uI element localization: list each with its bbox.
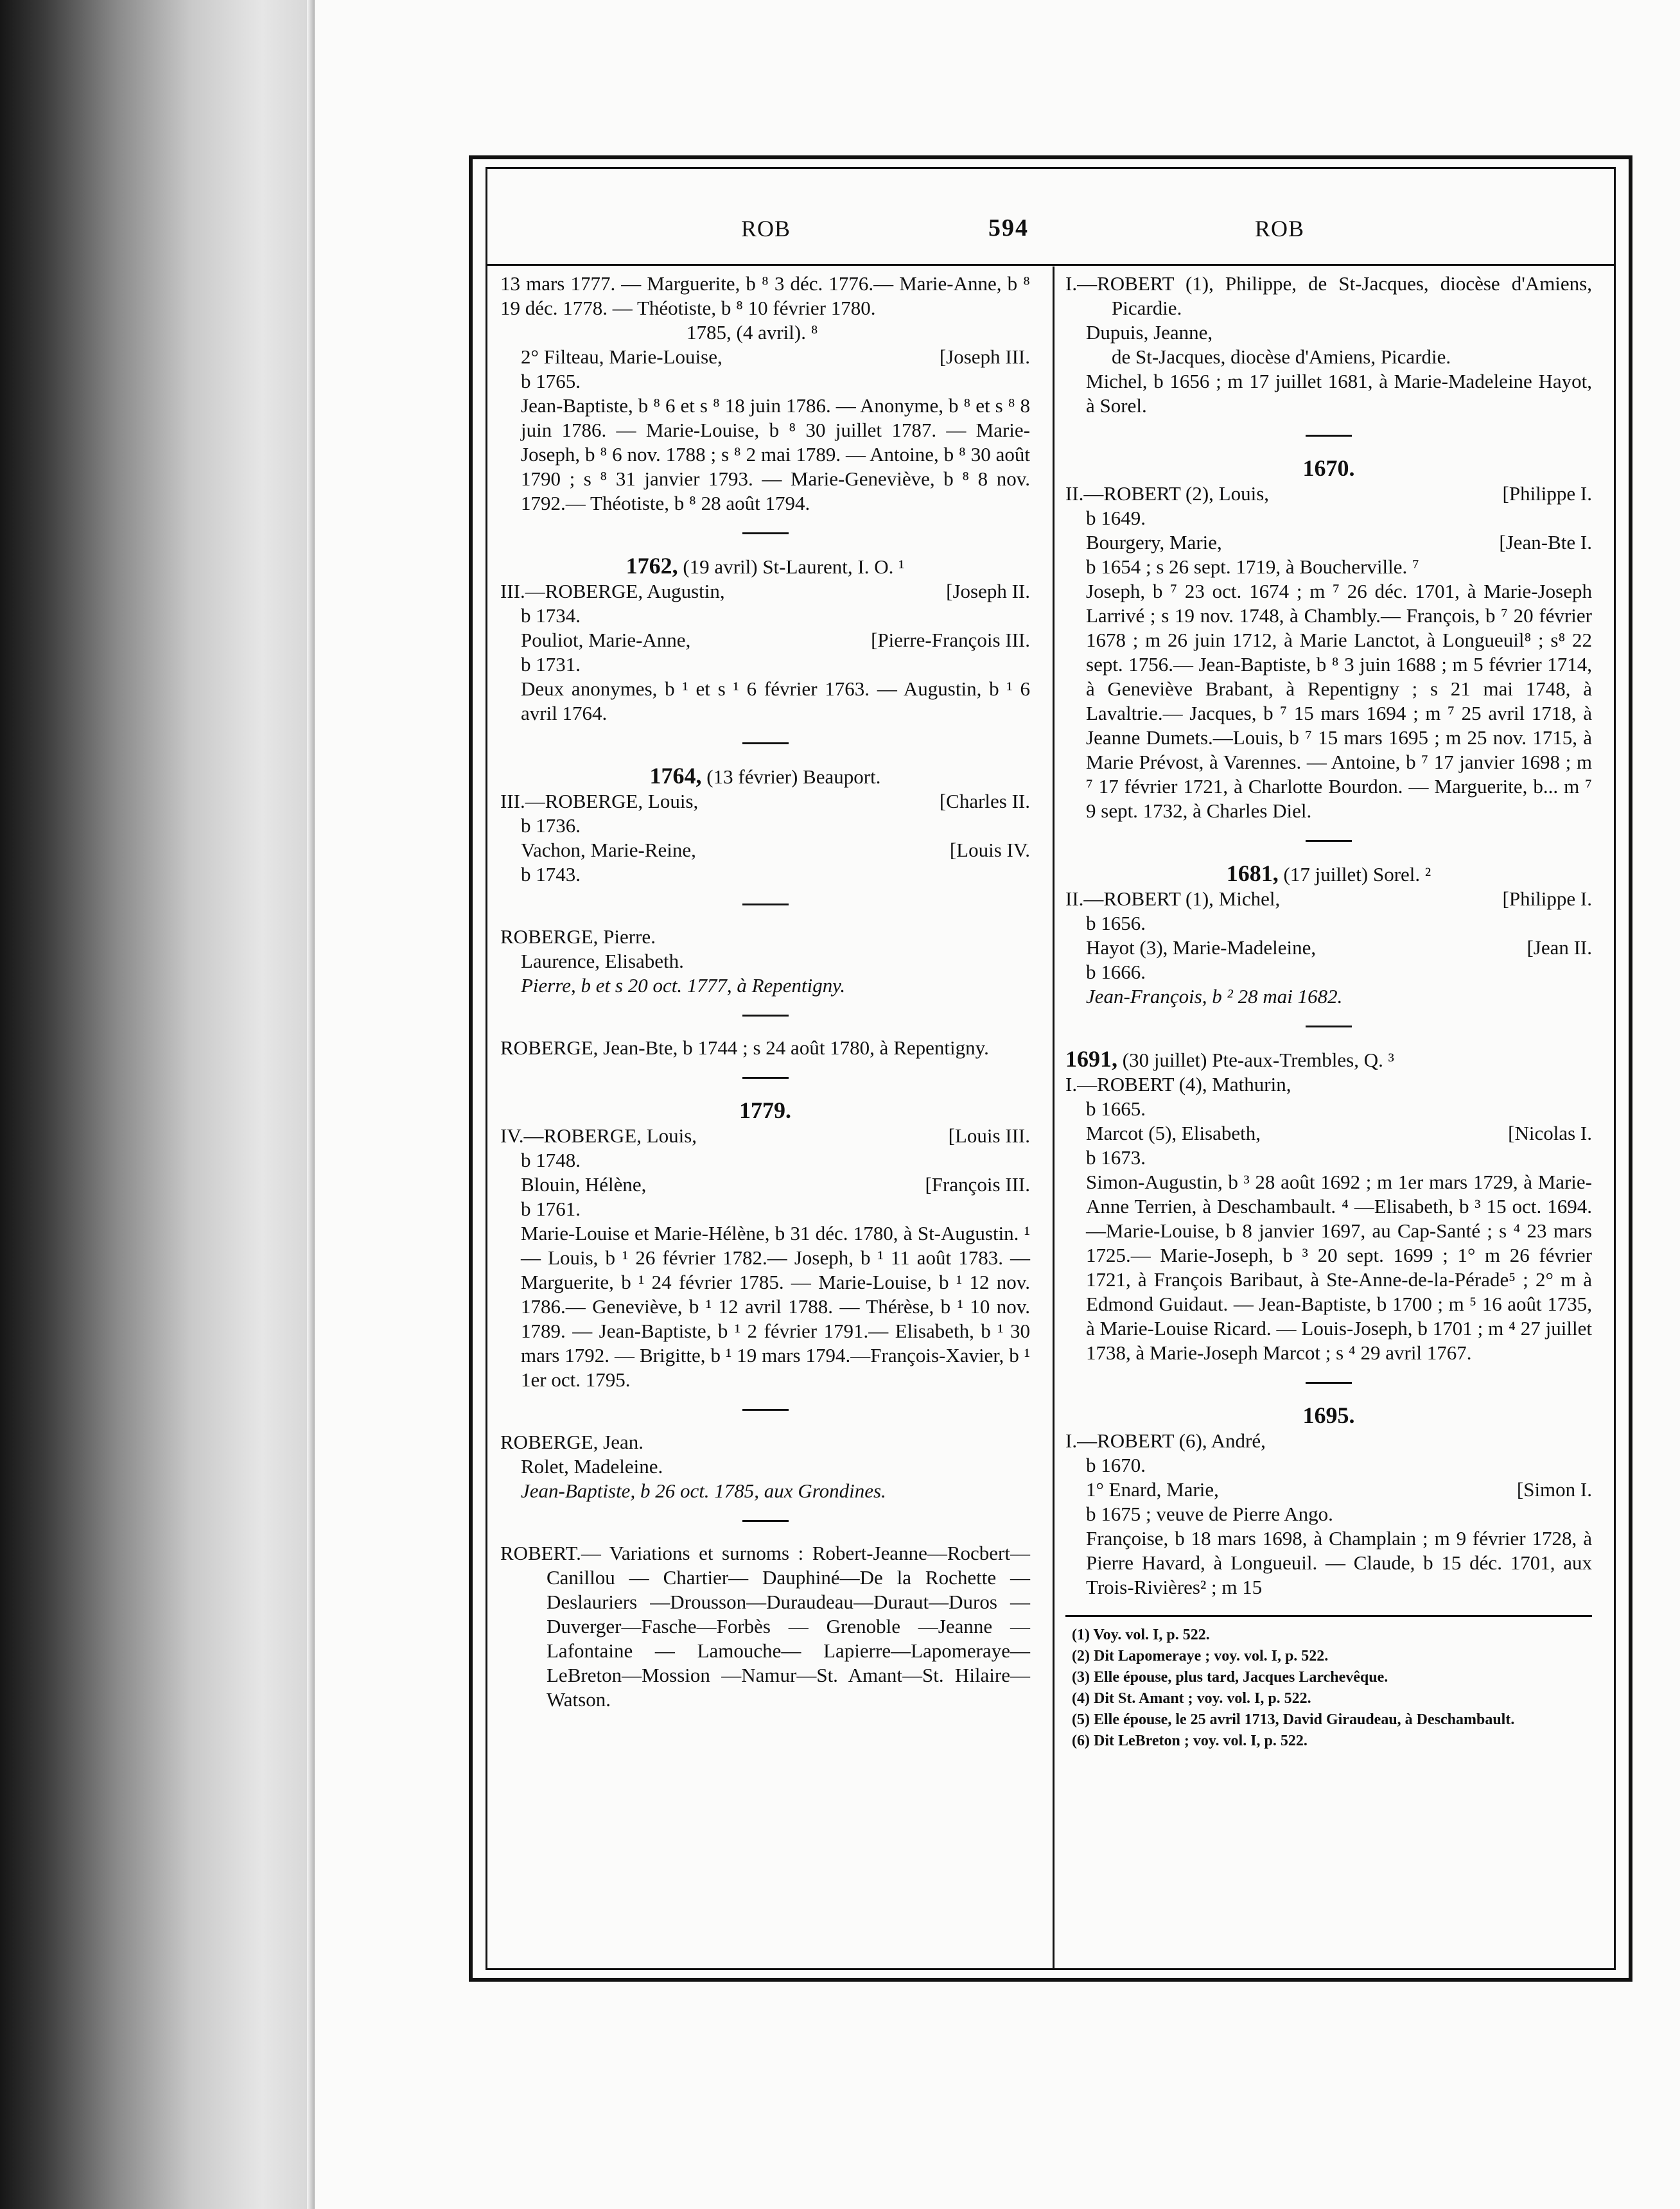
separator-rule [1306, 435, 1352, 437]
wife-name: Blouin, Hélène, [521, 1173, 647, 1196]
wife-line [1065, 1478, 1592, 1502]
wife-father: [Jean-Bte I. [1499, 531, 1592, 554]
marriage-heading-1681 [1065, 861, 1592, 887]
separator-rule [1306, 1382, 1352, 1384]
year-label: 1764, [649, 763, 702, 789]
husband-father: [Philippe I. [1502, 482, 1592, 505]
page-frame-outer [469, 155, 1632, 1982]
separator-rule [742, 742, 789, 744]
husband-name: III.—ROBERGE, Augustin, [500, 580, 725, 602]
footnote: (6) Dit LeBreton ; voy. vol. I, p. 522. [1072, 1733, 1308, 1749]
children-entry: Françoise, b 18 mars 1698, à Champlain ; m 9 février 1728, à Pierre Havard, à Longueuil. — Claude, b 15 déc. 1701, aux Trois-Rivières² ; m 15 [1086, 1527, 1592, 1598]
separator-rule [1306, 840, 1352, 842]
wife-father: [Louis IV. [949, 839, 1030, 861]
husband-birth: b 1670. [1086, 1454, 1146, 1476]
wife-line [1065, 936, 1592, 960]
header-rule [487, 264, 1614, 266]
marriage-place: (19 avril) St-Laurent, I. O. ¹ [683, 555, 905, 578]
wife-birth: b 1654 ; s 26 sept. 1719, à Boucherville. ⁷ [1086, 555, 1419, 578]
wife-name: Vachon, Marie-Reine, [521, 839, 696, 861]
husband-birth: b 1665. [1086, 1097, 1146, 1120]
separator-rule [742, 532, 789, 534]
husband-birth: b 1748. [521, 1149, 581, 1171]
children-entry: Pierre, b et s 20 oct. 1777, à Repentigny. [521, 974, 846, 997]
separator-rule [742, 904, 789, 905]
year-label: 1681, [1226, 860, 1279, 886]
book-spine-shadow [0, 0, 308, 2209]
husband-line [1065, 482, 1592, 506]
wife-line [500, 838, 1030, 862]
wife-line [500, 1173, 1030, 1197]
children-entry: Jean-Baptiste, b 26 oct. 1785, aux Grondines. [521, 1480, 886, 1502]
year-label: 1695. [1302, 1402, 1355, 1428]
wife-line [500, 628, 1030, 652]
children-entry: Joseph, b ⁷ 23 oct. 1674 ; m ⁷ 26 déc. 1701, à Marie-Joseph Larrivé ; s 19 nov. 1748, à Chambly.— François, b ⁷ 20 février 1678 ; m 26 juin 1712, à Marie Lanctot, à Longueuil⁸ ; s⁸ 22 sept. 1756.— Jean-Baptiste, b ⁸ 3 juin 1688 ; m 5 février 1714, à Geneviève Brabant, à Repentigny ; s 21 mai 1748, à Lavaltrie.— Jacques, b ⁷ 15 mars 1694 ; m ⁷ 25 avril 1718, à Jeanne Dumets.—Louis, b ⁷ 15 mars 1695 ; m 25 nov. 1715, à Marie Prévost, à Varennes. — Antoine, b ⁷ 17 janvier 1698 ; m ⁷ 17 février 1721, à Charlotte Bourdon. — Marguerite, b... m ⁷ 9 sept. 1732, à Charles Diel. [1086, 580, 1592, 822]
year-label: 1779. [739, 1097, 791, 1123]
wife-origin: de St-Jacques, diocèse d'Amiens, Picardie. [1112, 345, 1451, 368]
separator-rule [742, 1015, 789, 1017]
wife-birth: b 1743. [521, 863, 581, 886]
husband-line [1065, 887, 1592, 911]
spouse-line-filteau [500, 345, 1030, 369]
year-label: 1691, [1065, 1046, 1117, 1072]
separator-rule [742, 1409, 789, 1411]
children-entry: Jean-François, b ² 28 mai 1682. [1086, 985, 1343, 1008]
marriage-heading-1764 [500, 764, 1030, 789]
column-divider [1053, 266, 1054, 1968]
wife-name: Dupuis, Jeanne, [1086, 321, 1213, 344]
page-number: 594 [988, 214, 1029, 241]
wife-birth: b 1666. [1086, 961, 1146, 983]
wife-birth: b 1731. [521, 653, 581, 676]
entry-philippe: I.—ROBERT (1), Philippe, de St-Jacques, diocèse d'Amiens, Picardie. [1065, 272, 1592, 319]
header-left: ROB [741, 216, 791, 241]
children-entry: Marie-Louise et Marie-Hélène, b 31 déc. 1780, à St-Augustin. ¹ — Louis, b ¹ 26 février 1782.— Joseph, b ¹ 11 août 1783. — Marguerite, b ¹ 24 février 1785. — Marie-Louise, b ¹ 12 nov. 1786.— Geneviève, b ¹ 12 avril 1788. — Thérèse, b ¹ 10 nov. 1789. — Jean-Baptiste, b ¹ 2 février 1791.— Elisabeth, b ¹ 30 mars 1792. — Brigitte, b ¹ 19 mars 1794.—François-Xavier, b ¹ 1er oct. 1795. [521, 1222, 1030, 1391]
children-entry: Jean-Baptiste, b ⁸ 6 et s ⁸ 18 juin 1786. — Anonyme, b ⁸ et s ⁸ 8 juin 1786. — Marie-Louise, b ⁸ 30 juillet 1787. — Marie-Joseph, b ⁸ 6 nov. 1788 ; s ⁸ 2 mai 1789. — Antoine, b ⁸ 30 août 1790 ; s ⁸ 31 janvier 1793. — Marie-Geneviève, b ⁸ 8 nov. 1792.— Théotiste, b ⁸ 28 août 1794. [521, 394, 1030, 514]
footnotes [1065, 1625, 1592, 1752]
wife-father: [Jean II. [1527, 936, 1592, 959]
marriage-heading-1670 [1065, 456, 1592, 482]
footnote-rule [1065, 1615, 1592, 1617]
husband-name: III.—ROBERGE, Louis, [500, 790, 699, 812]
wife-father: [Pierre-François III. [871, 629, 1030, 651]
husband-name: I.—ROBERT (4), Mathurin, [1065, 1073, 1291, 1096]
marriage-place: (13 février) Beauport. [706, 765, 881, 788]
wife-birth: b 1673. [1086, 1146, 1146, 1169]
left-column [500, 272, 1030, 1712]
wife-name: Laurence, Elisabeth. [521, 950, 684, 972]
wife-name: Bourgery, Marie, [1086, 531, 1222, 554]
marriage-date-1785: 1785, (4 avril). ⁸ [687, 321, 818, 344]
separator-rule [742, 1077, 789, 1079]
footnote: (1) Voy. vol. I, p. 522. [1072, 1627, 1210, 1643]
marriage-place: (30 juillet) Pte-aux-Trembles, Q. ³ [1122, 1049, 1394, 1071]
year-label: 1762, [626, 553, 678, 579]
wife-name: Pouliot, Marie-Anne, [521, 629, 691, 651]
children-entry: Deux anonymes, b ¹ et s ¹ 6 février 1763. — Augustin, b ¹ 6 avril 1764. [521, 677, 1030, 724]
right-column [1065, 272, 1592, 1752]
wife-name: Hayot (3), Marie-Madeleine, [1086, 936, 1317, 959]
spouse-father: [Joseph III. [939, 345, 1030, 368]
entry-name: ROBERGE, Jean. [500, 1431, 644, 1453]
page-frame-inner [486, 167, 1616, 1970]
wife-line [1065, 530, 1592, 555]
wife-father: [François III. [925, 1173, 1030, 1196]
husband-birth: b 1649. [1086, 507, 1146, 529]
husband-name: I.—ROBERT (6), André, [1065, 1429, 1266, 1452]
husband-name: IV.—ROBERGE, Louis, [500, 1124, 697, 1147]
marriage-heading-1779 [500, 1098, 1030, 1124]
year-label: 1670. [1302, 455, 1355, 481]
wife-name: 1° Enard, Marie, [1086, 1478, 1219, 1501]
separator-rule [1306, 1026, 1352, 1027]
entry-name: ROBERGE, Pierre. [500, 925, 656, 948]
separator-rule [742, 1520, 789, 1522]
husband-line [500, 1124, 1030, 1148]
husband-line [500, 789, 1030, 814]
wife-name: Rolet, Madeleine. [521, 1455, 663, 1478]
husband-birth: b 1734. [521, 604, 581, 627]
husband-father: [Charles II. [939, 790, 1030, 812]
husband-father: [Joseph II. [946, 580, 1030, 602]
spouse-birth: b 1765. [521, 370, 581, 392]
husband-name: II.—ROBERT (2), Louis, [1065, 482, 1270, 505]
husband-birth: b 1736. [521, 814, 581, 837]
marriage-heading-1762 [500, 554, 1030, 579]
book-page [315, 0, 1680, 2209]
footnote: (2) Dit Lapomeraye ; voy. vol. I, p. 522. [1072, 1648, 1329, 1664]
footnote: (3) Elle épouse, plus tard, Jacques Larchevêque. [1072, 1669, 1388, 1686]
spouse-name: 2° Filteau, Marie-Louise, [521, 345, 722, 368]
wife-name: Marcot (5), Elisabeth, [1086, 1122, 1261, 1144]
continuation-text: 13 mars 1777. — Marguerite, b ⁸ 3 déc. 1776.— Marie-Anne, b ⁸ 19 déc. 1778. — Théotiste, b ⁸ 10 février 1780. [500, 272, 1030, 319]
children-entry: Simon-Augustin, b ³ 28 août 1692 ; m 1er mars 1729, à Marie-Anne Terrien, à Deschambault. ⁴ —Elisabeth, b ³ 15 oct. 1694.—Marie-Louise, b 8 janvier 1697, au Cap-Santé ; s ⁴ 23 mars 1725.— Marie-Joseph, b ³ 20 sept. 1699 ; 1° m 26 février 1721, à François Baribaut, à Ste-Anne-de-la-Pérade⁵ ; 2° m à Edmond Guidaut. — Jean-Baptiste, b 1700 ; m ⁵ 16 août 1735, à Marie-Louise Ricard. — Louis-Joseph, b 1701 ; m ⁴ 27 juillet 1738, à Marie-Joseph Marcot ; s ⁴ 29 avril 1767. [1086, 1171, 1592, 1364]
marriage-heading-1691 [1065, 1047, 1592, 1072]
footnote: (5) Elle épouse, le 25 avril 1713, David Giraudeau, à Deschambault. [1072, 1711, 1515, 1728]
header-right: ROB [1255, 216, 1305, 241]
wife-line [1065, 1121, 1592, 1146]
entry-jean-bte: ROBERGE, Jean-Bte, b 1744 ; s 24 août 1780, à Repentigny. [500, 1036, 989, 1059]
wife-birth: b 1761. [521, 1198, 581, 1220]
husband-father: [Louis III. [948, 1124, 1030, 1147]
marriage-place: (17 juillet) Sorel. ² [1283, 863, 1431, 886]
husband-name: II.—ROBERT (1), Michel, [1065, 887, 1281, 910]
footnote: (4) Dit St. Amant ; voy. vol. I, p. 522. [1072, 1690, 1311, 1707]
wife-birth: b 1675 ; veuve de Pierre Ango. [1086, 1503, 1333, 1525]
husband-father: [Philippe I. [1502, 887, 1592, 910]
running-header [487, 215, 1614, 254]
wife-father: [Simon I. [1516, 1478, 1592, 1501]
marriage-heading-1695 [1065, 1403, 1592, 1429]
husband-line [500, 579, 1030, 604]
robert-variations: ROBERT.— Variations et surnoms : Robert-Jeanne—Rocbert— Canillou — Chartier— Dauphiné—De la Rochette — Deslauriers —Drousson—Duraudeau—Duraut—Duros —Duverger—Fasche—Forbès — Grenoble —Jeanne — Lafontaine — Lamouche— Lapierre—Lapomeraye—LeBreton—Mossion —Namur—St. Amant—St. Hilaire—Watson. [500, 1542, 1030, 1711]
children-entry: Michel, b 1656 ; m 17 juillet 1681, à Marie-Madeleine Hayot, à Sorel. [1086, 370, 1592, 417]
wife-father: [Nicolas I. [1508, 1122, 1592, 1144]
husband-birth: b 1656. [1086, 912, 1146, 934]
